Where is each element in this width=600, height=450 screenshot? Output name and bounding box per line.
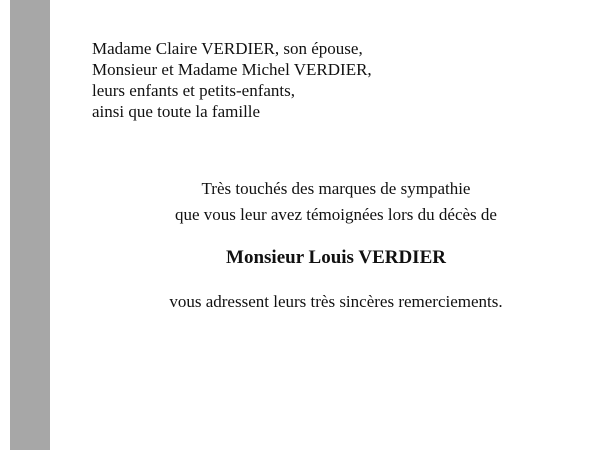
message-line-touched: Très touchés des marques de sympathie	[201, 179, 471, 198]
sympathy-message	[140, 176, 532, 228]
family-line-son: Monsieur et Madame Michel VERDIER,	[92, 60, 372, 79]
deceased-name: Monsieur Louis VERDIER	[226, 247, 446, 268]
family-line-spouse: Madame Claire VERDIER, son épouse,	[92, 39, 363, 58]
family-signatories	[92, 38, 452, 122]
thanks-line: vous adressent leurs très sincères remerciements.	[169, 292, 503, 311]
family-line-family: ainsi que toute la famille	[92, 102, 261, 121]
decorative-side-bar	[10, 0, 50, 450]
family-line-descendants: leurs enfants et petits-enfants,	[92, 81, 295, 100]
message-line-testimony: que vous leur avez témoignées lors du décès de	[175, 205, 497, 224]
